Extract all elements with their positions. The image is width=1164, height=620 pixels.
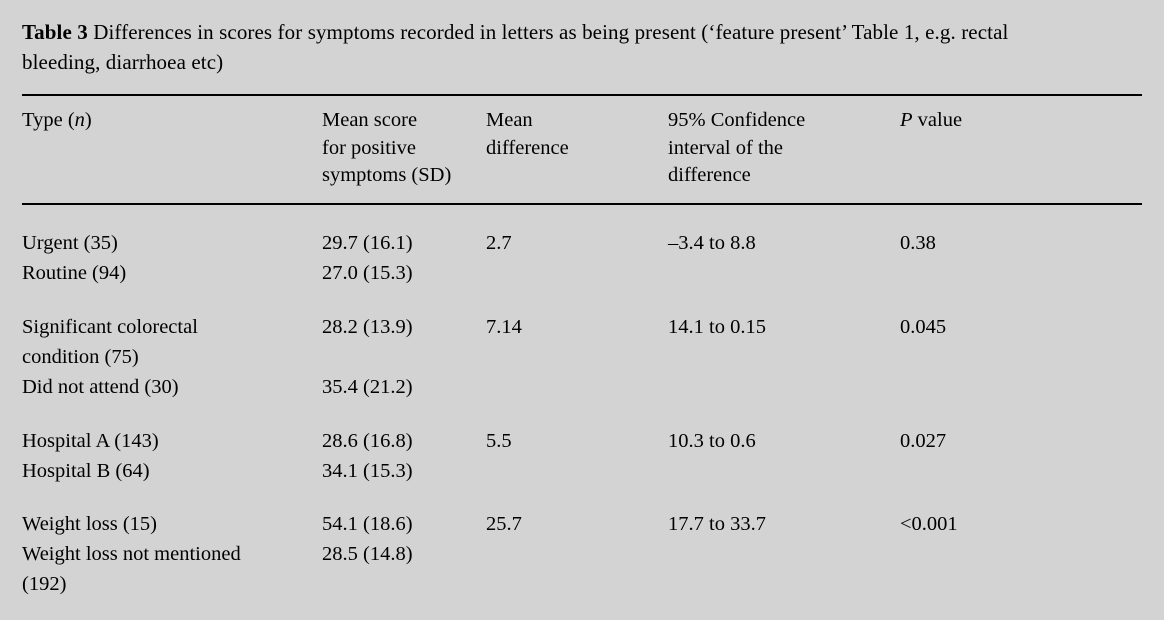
cell-mean: 27.0 (15.3) [322,262,413,285]
cell-type: Did not attend (30) [22,375,179,398]
column-header-p-value [900,96,1142,204]
cell-mean: 28.5 (14.8) [322,543,413,566]
column-header-mean-line2: for positive [322,136,416,159]
table-row [22,570,1142,600]
cell-mean [322,343,486,373]
cell-ci: –3.4 to 8.8 [668,232,756,255]
table-row [22,259,1142,289]
group-spacer [22,486,1142,510]
cell-difference: 5.5 [486,429,512,452]
table-header-row [22,96,1142,204]
table-caption-text: Differences in scores for symptoms recorded in letters as being present (‘feature present’ Table 1, e.g. rectal bleeding, diarrhoea etc) [22,20,1009,74]
table-caption-label: Table 3 [22,20,88,44]
cell-ci [668,540,900,570]
group-spacer [22,205,1142,229]
cell-difference [486,259,668,289]
cell-mean: 28.2 (13.9) [322,316,413,338]
cell-difference [486,343,668,373]
table-row [22,510,1142,540]
cell-mean: 29.7 (16.1) [322,232,413,255]
cell-mean: 54.1 (18.6) [322,513,413,536]
data-table [22,96,1142,204]
column-header-p-rest: value [912,108,963,131]
cell-p [900,373,1142,403]
cell-difference [486,373,668,403]
table-caption [22,18,1142,78]
table-row [22,540,1142,570]
column-header-type-text: Type ( [22,108,75,131]
cell-ci: 10.3 to 0.6 [668,429,756,452]
cell-p: 0.045 [900,316,947,338]
column-header-mean-score [322,96,486,204]
cell-ci: 14.1 to 0.15 [668,316,766,338]
cell-mean: 28.6 (16.8) [322,429,413,452]
cell-type: Urgent (35) [22,232,118,255]
table-row [22,457,1142,487]
column-header-type [22,96,322,204]
table-row [22,343,1142,373]
cell-p [900,259,1142,289]
cell-ci [668,373,900,403]
column-header-type-close: ) [84,108,92,131]
column-header-diff-line2: difference [486,136,569,159]
cell-type: Significant colorectal [22,316,198,338]
cell-type: Hospital A (143) [22,429,159,452]
column-header-confidence-interval [668,96,900,204]
cell-p: 0.38 [900,232,936,255]
cell-p [900,343,1142,373]
data-table-body [22,205,1142,600]
cell-difference [486,540,668,570]
group-spacer [22,289,1142,313]
cell-difference: 7.14 [486,316,522,338]
column-header-diff-line1: Mean [486,108,533,131]
cell-type: Weight loss (15) [22,513,158,536]
column-header-ci-line2: interval of the [668,136,783,159]
column-header-ci-line3: difference [668,164,751,187]
column-header-mean-difference [486,96,668,204]
table-row [22,313,1142,343]
table-header [22,96,1142,204]
column-header-type-italic: n [74,108,85,131]
cell-p [900,457,1142,487]
table-row [22,229,1142,259]
cell-type: Hospital B (64) [22,459,150,482]
cell-mean [322,570,486,600]
cell-mean: 35.4 (21.2) [322,375,413,398]
column-header-mean-line1: Mean score [322,108,418,131]
cell-type: condition (75) [22,345,139,368]
cell-ci [668,259,900,289]
group-spacer [22,403,1142,427]
cell-difference: 25.7 [486,513,522,536]
column-header-mean-line3: symptoms (SD) [322,164,452,187]
cell-difference [486,457,668,487]
cell-p: <0.001 [900,513,958,536]
cell-ci [668,343,900,373]
column-header-p-italic: P [900,108,913,131]
table-row [22,427,1142,457]
cell-difference [486,570,668,600]
cell-difference: 2.7 [486,232,512,255]
cell-ci [668,570,900,600]
cell-type: Weight loss not mentioned [22,543,241,566]
table-body [22,205,1142,600]
cell-type: (192) [22,573,67,596]
cell-ci: 17.7 to 33.7 [668,513,766,536]
cell-type: Routine (94) [22,262,127,285]
cell-ci [668,457,900,487]
column-header-ci-line1: 95% Confidence [668,108,806,131]
cell-p [900,570,1142,600]
cell-p [900,540,1142,570]
table-row [22,373,1142,403]
cell-p: 0.027 [900,429,947,452]
cell-mean: 34.1 (15.3) [322,459,413,482]
